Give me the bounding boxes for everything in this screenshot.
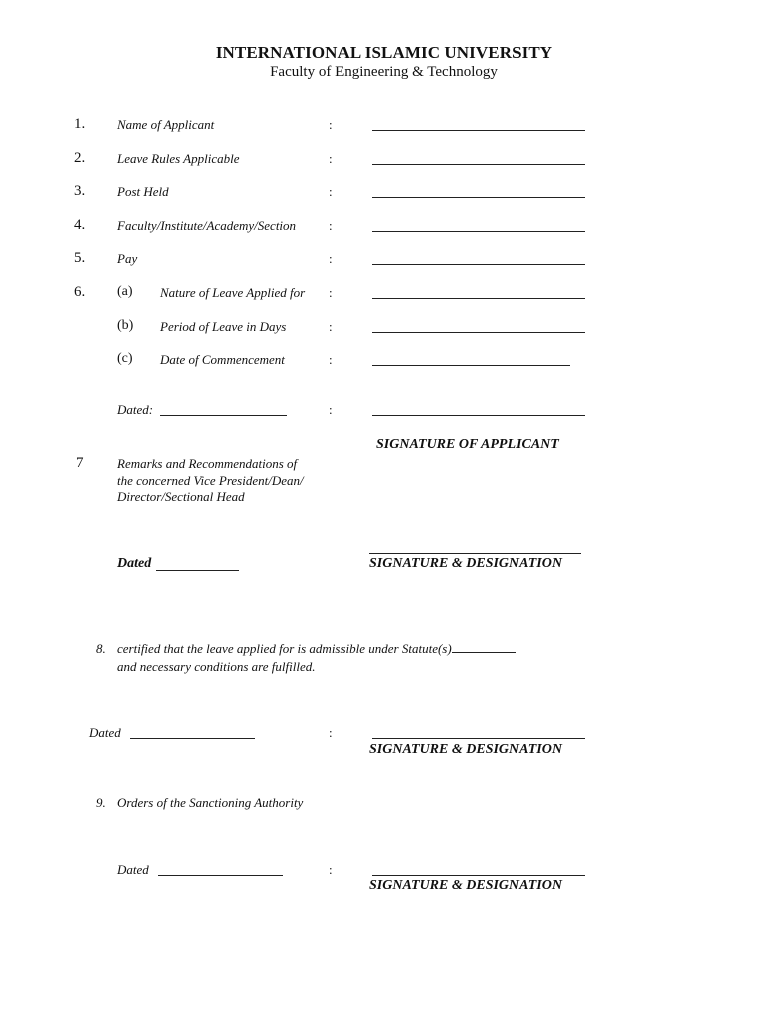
faculty-blank[interactable] (372, 231, 585, 232)
field-colon: : (329, 725, 333, 740)
field-label-pay: Pay (117, 251, 138, 266)
section7-signature-label: SIGNATURE & DESIGNATION (369, 556, 562, 571)
field-colon: : (329, 184, 333, 199)
field-colon: : (329, 862, 333, 877)
section8-signature-label: SIGNATURE & DESIGNATION (369, 742, 562, 757)
section9-dated-blank[interactable] (158, 875, 283, 876)
section8-signature-blank[interactable] (372, 738, 585, 739)
field-label-date-of-commencement: Date of Commencement (160, 352, 285, 367)
field-colon: : (329, 319, 333, 334)
field-label-name-of-applicant: Name of Applicant (117, 117, 215, 132)
date-of-commencement-blank[interactable] (372, 365, 570, 366)
section7-remarks-line1: Remarks and Recommendations of (117, 456, 298, 471)
applicant-dated-label: Dated: (117, 402, 154, 417)
section7-remarks-line2: the concerned Vice President/Dean/ (117, 473, 304, 488)
section8-certified-line2: and necessary conditions are fulfilled. (117, 659, 316, 674)
applicant-dated-blank[interactable] (160, 415, 287, 416)
field-number: 3. (74, 183, 86, 199)
section7-remarks-line3: Director/Sectional Head (117, 489, 245, 504)
field-label-faculty: Faculty/Institute/Academy/Section (117, 218, 297, 233)
field-number: 6. (74, 284, 86, 300)
section9-dated-label: Dated (117, 862, 149, 877)
leave-rules-blank[interactable] (372, 164, 585, 165)
field-number: 1. (74, 116, 86, 132)
name-of-applicant-blank[interactable] (372, 130, 585, 131)
section8-certified-line1: certified that the leave applied for is admissible under Statute(s) (117, 641, 516, 657)
statute-blank[interactable] (452, 651, 516, 653)
signature-of-applicant-label: SIGNATURE OF APPLICANT (376, 437, 559, 452)
section7-dated-blank[interactable] (156, 570, 239, 571)
subfield-letter: (b) (117, 318, 134, 333)
field-colon: : (329, 402, 333, 417)
subfield-letter: (c) (117, 351, 133, 366)
field-colon: : (329, 251, 333, 266)
field-number: 5. (74, 250, 86, 266)
section8-dated-blank[interactable] (130, 738, 255, 739)
section7-dated-label: Dated (117, 556, 152, 571)
field-label-period-of-leave: Period of Leave in Days (160, 319, 287, 334)
field-colon: : (329, 352, 333, 367)
nature-of-leave-blank[interactable] (372, 298, 585, 299)
page-title: INTERNATIONAL ISLAMIC UNIVERSITY (215, 43, 553, 62)
field-number: 4. (74, 217, 86, 233)
section-number: 7 (76, 455, 84, 471)
page-subtitle: Faculty of Engineering & Technology (270, 64, 498, 80)
subfield-letter: (a) (117, 284, 133, 299)
section9-signature-blank[interactable] (372, 875, 585, 876)
post-held-blank[interactable] (372, 197, 585, 198)
field-colon: : (329, 218, 333, 233)
field-colon: : (329, 151, 333, 166)
pay-blank[interactable] (372, 264, 585, 265)
field-number: 2. (74, 150, 86, 166)
section9-orders-label: Orders of the Sanctioning Authority (117, 795, 304, 810)
applicant-signature-blank[interactable] (372, 415, 585, 416)
section-number: 9. (96, 795, 106, 810)
field-label-post-held: Post Held (117, 184, 169, 199)
field-label-leave-rules: Leave Rules Applicable (117, 151, 240, 166)
field-colon: : (329, 285, 333, 300)
section-number: 8. (96, 641, 106, 656)
period-of-leave-blank[interactable] (372, 332, 585, 333)
field-label-nature-of-leave: Nature of Leave Applied for (160, 285, 306, 300)
section9-signature-label: SIGNATURE & DESIGNATION (369, 878, 562, 893)
field-colon: : (329, 117, 333, 132)
section7-signature-blank[interactable] (369, 553, 581, 554)
section8-dated-label: Dated (89, 725, 121, 740)
